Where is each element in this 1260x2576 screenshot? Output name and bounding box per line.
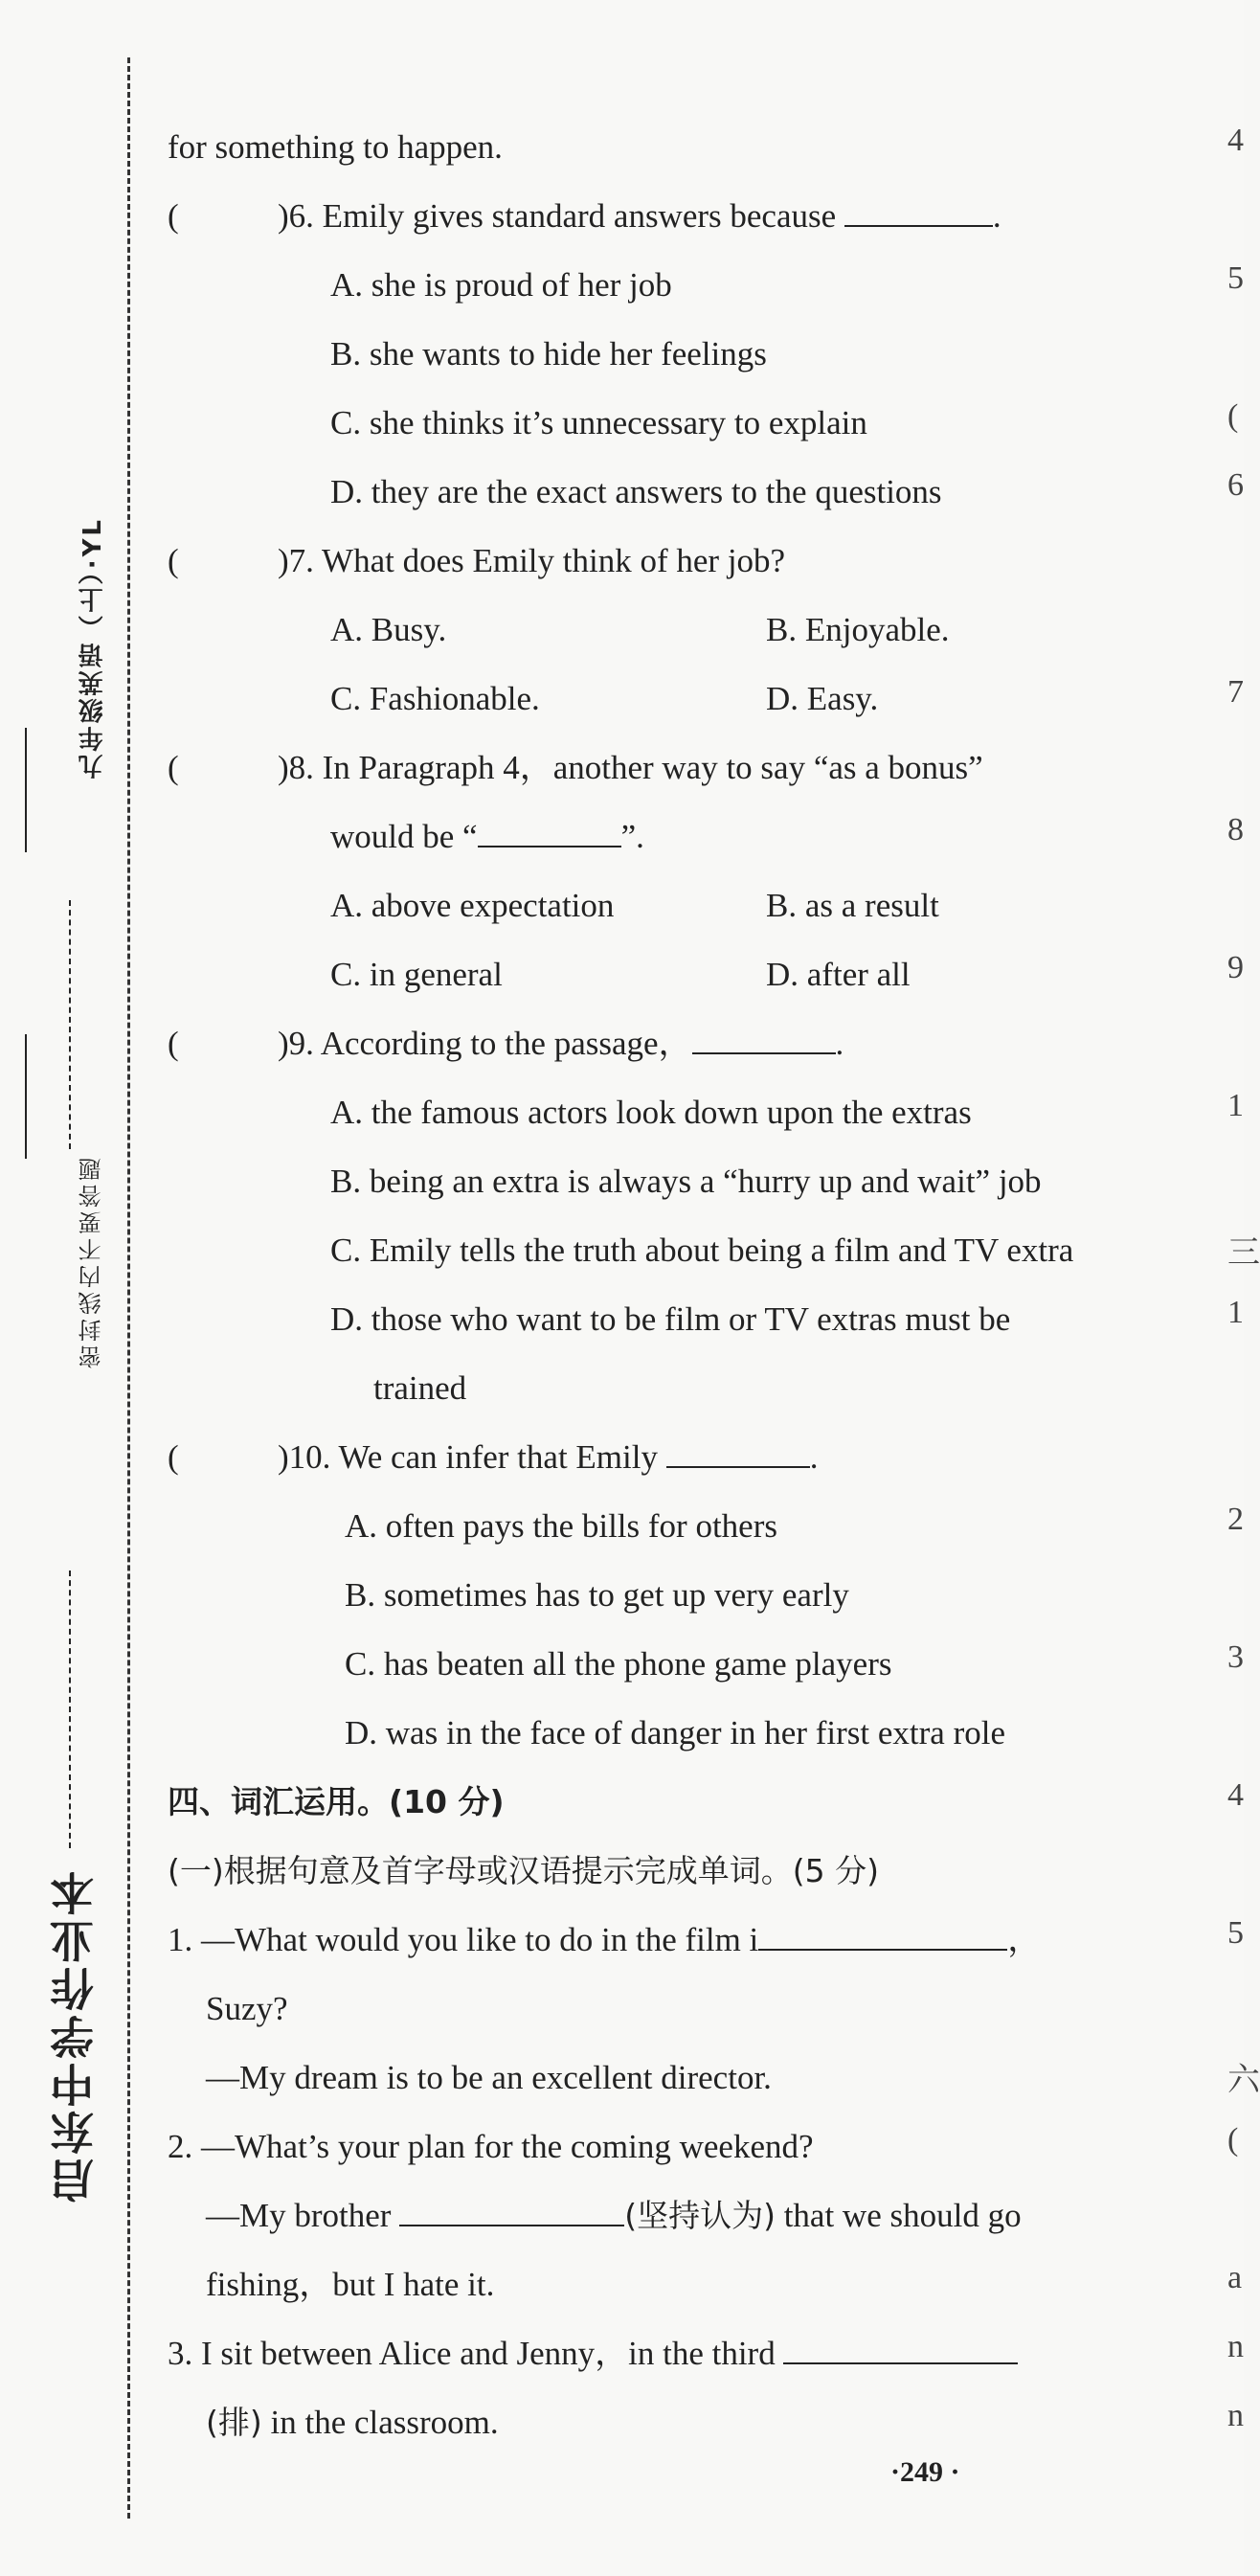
option-d: D. after all — [766, 956, 911, 993]
section-title: 四、词汇运用。(10 分) — [168, 1783, 505, 1820]
name-field-line — [25, 1034, 27, 1159]
option-c: C. in general — [330, 956, 503, 993]
seal-notice: 密封线内不要答题 — [79, 1154, 105, 1368]
option-a: A. the famous actors look down upon the extras — [330, 1094, 972, 1131]
option-b: B. being an extra is always a “hurry up and wait” job — [330, 1163, 1042, 1200]
answer-paren[interactable]: ( — [168, 1025, 179, 1062]
edge-char: 4 — [1227, 123, 1244, 158]
edge-char: ( — [1227, 398, 1239, 434]
item-text: fishing，but I hate it. — [206, 2266, 495, 2303]
answer-paren[interactable]: ( — [168, 749, 179, 786]
edge-char: 1 — [1227, 1088, 1244, 1123]
answer-blank[interactable] — [783, 2334, 1018, 2364]
school-name: 启东中学作业本 — [49, 1867, 101, 2203]
option-b: B. sometimes has to get up very early — [345, 1576, 849, 1614]
edge-char: a — [1227, 2260, 1243, 2295]
answer-paren[interactable]: ( — [168, 542, 179, 579]
edge-char: 8 — [1227, 812, 1244, 847]
edge-char: ( — [1227, 2122, 1239, 2158]
option-b: B. she wants to hide her feelings — [330, 335, 767, 373]
edge-char: 六 — [1227, 2063, 1260, 2098]
edge-char: 4 — [1227, 1777, 1244, 1813]
edge-char: n — [1227, 2329, 1244, 2364]
worksheet-page: 启东中学作业本 密封线内不要答题 九年级英语（上）·YL for something to happen. ( )6. Emily gives standard answers because . A. she is proud of her job B. she wants to hide her feelings C. she thinks it’s unnecessary to explain D. they are the exact answers to the questions ( )7. What does Emily think of her job? A. Busy. B. Enjoyable. C. Fashionable. D. Easy. ( )8. In Paragraph 4，another way to say “as a bonus” would be “ ”. A. above expectation B. as a result C. in general D. after all ( )9. According to the passage， . A. the famous actors look down upon the extras B. being an extra is always a “hurry up and wait” job C. Emily tells the truth about being a film and TV extra D. those who want to be film or TV extras must be trained ( )10. We can infer that Emily . A. often pays the bills for others B. sometimes has to get up very early C. has beaten all the phone game players D. was in the face of danger in her first extra role 四、词汇运用。(10 分) (一)根据句意及首字母或汉语提示完成单词。(5 分) 1. —What would you like to do in the film i ， Suzy? —My dream is to be an excellent director. 2. —What’s your plan for the coming weekend? —My brother (坚持认为) that we should go fishing，but I hate it. 3. I sit between Alice and Jenny，in the third (排) in the classroom. ·249 · 4 5 ( 6 7 8 9 1 三 1 2 3 4 5 六 ( a n n — [0, 0, 1244, 2576]
answer-blank[interactable] — [478, 817, 621, 847]
edge-char: 1 — [1227, 1295, 1244, 1330]
option-a: A. above expectation — [330, 887, 615, 924]
option-d-continued: trained — [373, 1369, 467, 1407]
grade-label: 九年级英语（上）·YL — [79, 517, 107, 780]
edge-char: 6 — [1227, 467, 1244, 503]
option-c: C. Fashionable. — [330, 680, 540, 717]
option-a: A. Busy. — [330, 611, 447, 648]
answer-paren[interactable]: ( — [168, 1438, 179, 1476]
answer-blank[interactable] — [399, 2196, 624, 2226]
edge-char: 5 — [1227, 260, 1244, 296]
option-c: C. has beaten all the phone game players — [345, 1645, 892, 1683]
option-c: C. Emily tells the truth about being a film and TV extra — [330, 1232, 1074, 1269]
cut-dashed-line — [127, 57, 130, 2519]
answer-blank[interactable] — [758, 1920, 1007, 1951]
edge-char: 9 — [1227, 950, 1244, 985]
edge-char: 5 — [1227, 1915, 1244, 1951]
edge-char: n — [1227, 2398, 1244, 2433]
edge-char: 2 — [1227, 1502, 1244, 1537]
continuation-text: for something to happen. — [168, 128, 503, 166]
option-d: D. those who want to be film or TV extras must be — [330, 1300, 1011, 1338]
answer-blank[interactable] — [844, 196, 993, 227]
answer-paren[interactable]: ( — [168, 197, 179, 235]
subsection-title: (一)根据句意及首字母或汉语提示完成单词。(5 分) — [168, 1852, 879, 1889]
edge-char: 7 — [1227, 674, 1244, 710]
class-field-line — [25, 728, 27, 852]
margin-dash-middle — [69, 900, 71, 1149]
option-a: A. often pays the bills for others — [345, 1507, 777, 1545]
item-text: Suzy? — [206, 1990, 288, 2027]
option-b: B. as a result — [766, 887, 939, 924]
answer-blank[interactable] — [692, 1024, 836, 1054]
option-c: C. she thinks it’s unnecessary to explain — [330, 404, 867, 441]
item-text: 2. —What’s your plan for the coming weekend? — [168, 2128, 814, 2165]
option-d: D. they are the exact answers to the questions — [330, 473, 942, 510]
option-a: A. she is proud of her job — [330, 266, 672, 304]
answer-blank[interactable] — [666, 1437, 810, 1468]
edge-char: 3 — [1227, 1639, 1244, 1675]
page-number: ·249 · — [890, 2456, 960, 2488]
option-d: D. Easy. — [766, 680, 879, 717]
edge-char: 三 — [1227, 1235, 1260, 1271]
item-text: —My dream is to be an excellent director. — [206, 2059, 772, 2096]
margin-dash-lower — [69, 1570, 71, 1848]
option-d: D. was in the face of danger in her first extra role — [345, 1714, 1005, 1751]
option-b: B. Enjoyable. — [766, 611, 950, 648]
